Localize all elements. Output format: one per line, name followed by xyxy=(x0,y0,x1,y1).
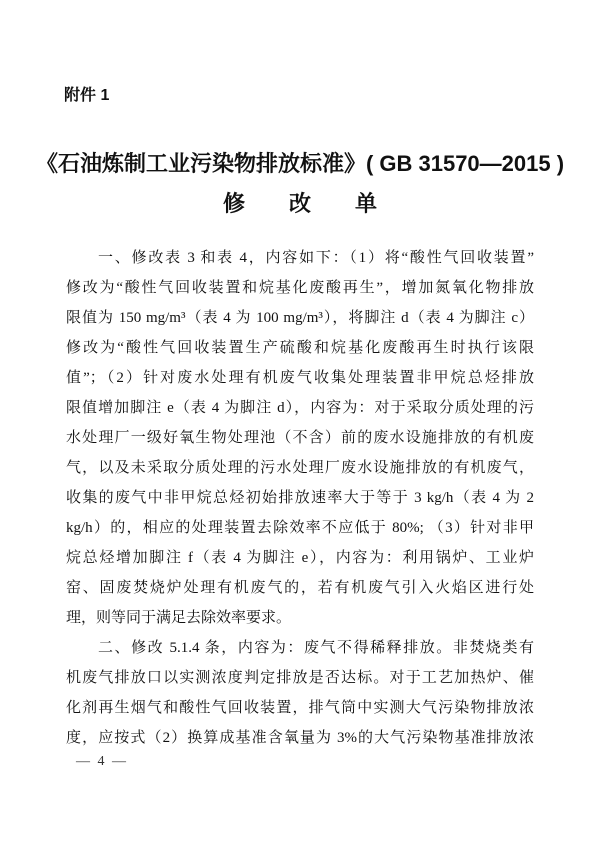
paragraph1-line: 收集的废气中非甲烷总烃初始排放速率大于等于 3 kg/h（表 4 为 2 xyxy=(66,490,534,506)
paragraph2-line: 度，应按式（2）换算成基准含氧量为 3%的大气污染物基准排放浓 xyxy=(66,730,534,746)
page-number: — 4 — xyxy=(76,754,128,769)
paragraph2-line: 化剂再生烟气和酸性气回收装置，排气筒中实测大气污染物排放浓 xyxy=(66,700,534,716)
paragraph1-line: 窑、固废焚烧炉处理有机废气的，若有机废气引入火焰区进行处 xyxy=(66,580,534,596)
paragraph1-line: 限值为 150 mg/m³（表 4 为 100 mg/m³），将脚注 d（表 4 为脚注 c） xyxy=(66,310,534,326)
paragraph2-line: 二、修改 5.1.4 条，内容为：废气不得稀释排放。非焚烧类有 xyxy=(98,640,534,656)
document-subtitle: 修 改 单 xyxy=(222,191,377,216)
paragraph1-line: 一、修改表 3 和表 4，内容如下：（1）将“酸性气回收装置” xyxy=(98,250,534,266)
paragraph1-line: 修改为“酸性气回收装置和烷基化废酸再生”，增加氮氧化物排放 xyxy=(66,280,534,296)
document-title: 《石油炼制工业污染物排放标准》( GB 31570—2015 ) xyxy=(35,151,565,176)
paragraph1-line: 限值增加脚注 e（表 4 为脚注 d），内容为：对于采取分质处理的污 xyxy=(66,400,534,416)
attachment-label: 附件 1 xyxy=(64,87,110,104)
paragraph1-line: kg/h）的，相应的处理装置去除效率不应低于 80%; （3）针对非甲 xyxy=(66,520,534,536)
paragraph1-line: 水处理厂一级好氧生物处理池（不含）前的废水设施排放的有机废 xyxy=(66,430,534,446)
paragraph1-line: 值”；（2）针对废水处理有机废气收集处理装置非甲烷总烃排放 xyxy=(66,370,534,386)
paragraph1-line: 修改为“酸性气回收装置生产硫酸和烷基化废酸再生时执行该限 xyxy=(66,340,534,356)
paragraph2-line: 机废气排放口以实测浓度判定排放是否达标。对于工艺加热炉、催 xyxy=(66,670,534,686)
document-body xyxy=(66,243,534,753)
paragraph1-line: 气，以及未采取分质处理的污水处理厂废水设施排放的有机废气， xyxy=(66,460,534,476)
paragraph1-line: 理，则等同于满足去除效率要求。 xyxy=(66,610,292,626)
paragraph1-line: 烷总烃增加脚注 f（表 4 为脚注 e），内容为：利用锅炉、工业炉 xyxy=(66,550,534,566)
